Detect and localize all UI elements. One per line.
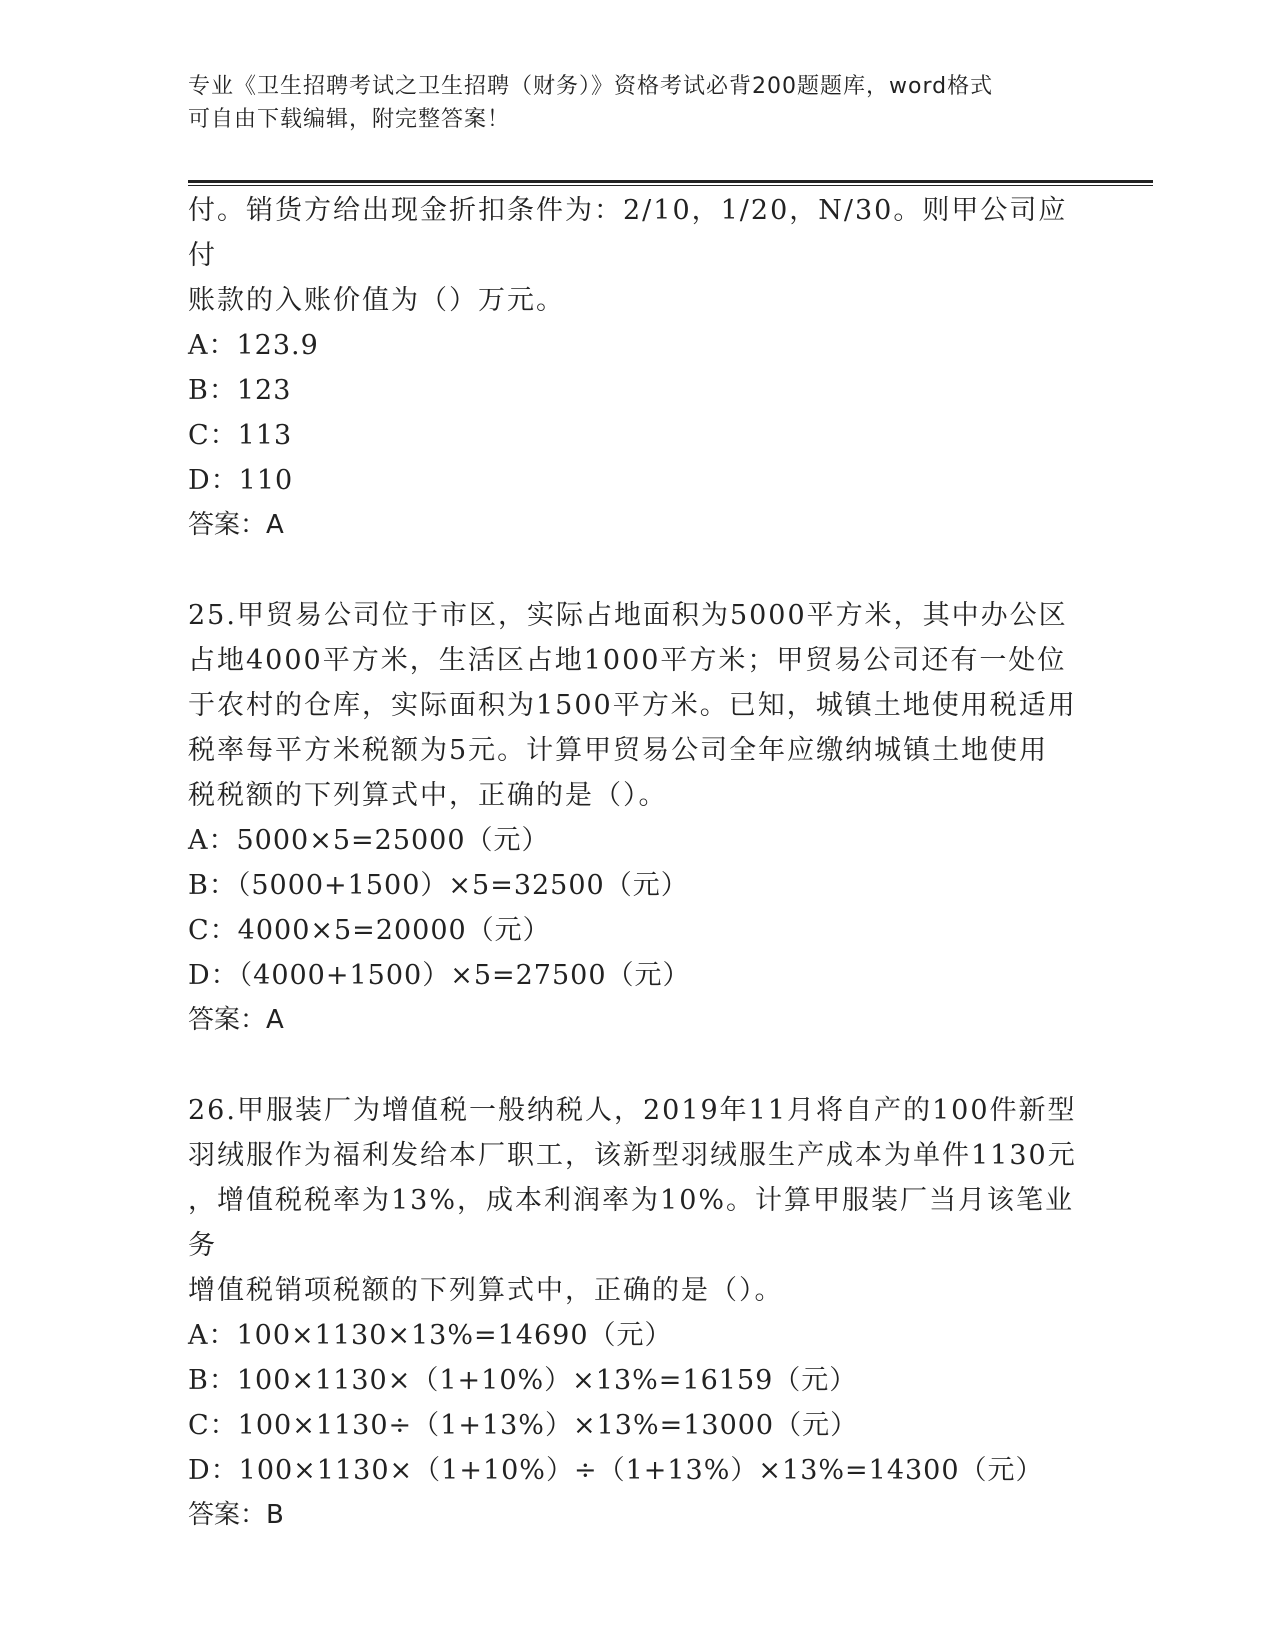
option-b: B：（5000+1500）×5=32500（元） [188,870,689,901]
question-stem-line: 羽绒服作为福利发给本厂职工，该新型羽绒服生产成本为单件1130元 [188,1140,1077,1171]
question-25 [188,593,1088,1043]
header-line-1: 专业《卫生招聘考试之卫生招聘（财务）》资格考试必背200题题库，word格式 [188,74,994,99]
question-26 [188,1088,1088,1538]
question-stem-line: 税税额的下列算式中，正确的是（）。 [188,780,668,811]
option-b: B：100×1130×（1+10%）×13%=16159（元） [188,1365,858,1396]
document-header [188,70,1088,136]
header-divider-thin [188,185,1153,186]
question-24 [188,188,1088,548]
question-stem-line: ，增值税税率为13%，成本利润率为10%。计算甲服装厂当月该笔业务 [188,1185,1075,1261]
question-stem-line: 税率每平方米税额为5元。计算甲贸易公司全年应缴纳城镇土地使用 [188,735,1049,766]
answer-label: 答案：B [188,1500,284,1530]
question-stem-line: 26.甲服装厂为增值税一般纳税人，2019年11月将自产的100件新型 [188,1095,1077,1126]
answer-label: 答案：A [188,510,284,540]
option-d: D：100×1130×（1+10%）÷（1+13%）×13%=14300（元） [188,1455,1044,1486]
header-divider-thick [188,180,1153,183]
option-a: A：5000×5=25000（元） [188,825,550,856]
question-stem-line: 账款的入账价值为（）万元。 [188,285,565,316]
document-body [188,188,1088,1538]
option-d: D：110 [188,465,294,496]
question-spacer [188,548,1088,593]
question-stem-line: 付。销货方给出现金折扣条件为：2/10，1/20，N/30。则甲公司应付 [188,195,1068,271]
question-stem-line: 于农村的仓库，实际面积为1500平方米。已知，城镇土地使用税适用 [188,690,1077,721]
option-d: D：（4000+1500）×5=27500（元） [188,960,691,991]
option-c: C：113 [188,420,293,451]
question-spacer [188,1043,1088,1088]
option-b: B：123 [188,375,292,406]
question-stem-line: 25.甲贸易公司位于市区，实际占地面积为5000平方米，其中办公区 [188,600,1068,631]
option-a: A：123.9 [188,330,319,361]
answer-label: 答案：A [188,1005,284,1035]
option-c: C：4000×5=20000（元） [188,915,551,946]
question-stem-line: 增值税销项税额的下列算式中，正确的是（）。 [188,1275,784,1306]
header-line-2: 可自由下载编辑，附完整答案！ [188,107,511,132]
option-c: C：100×1130÷（1+13%）×13%=13000（元） [188,1410,859,1441]
option-a: A：100×1130×13%=14690（元） [188,1320,673,1351]
question-stem-line: 占地4000平方米，生活区占地1000平方米；甲贸易公司还有一处位 [188,645,1067,676]
